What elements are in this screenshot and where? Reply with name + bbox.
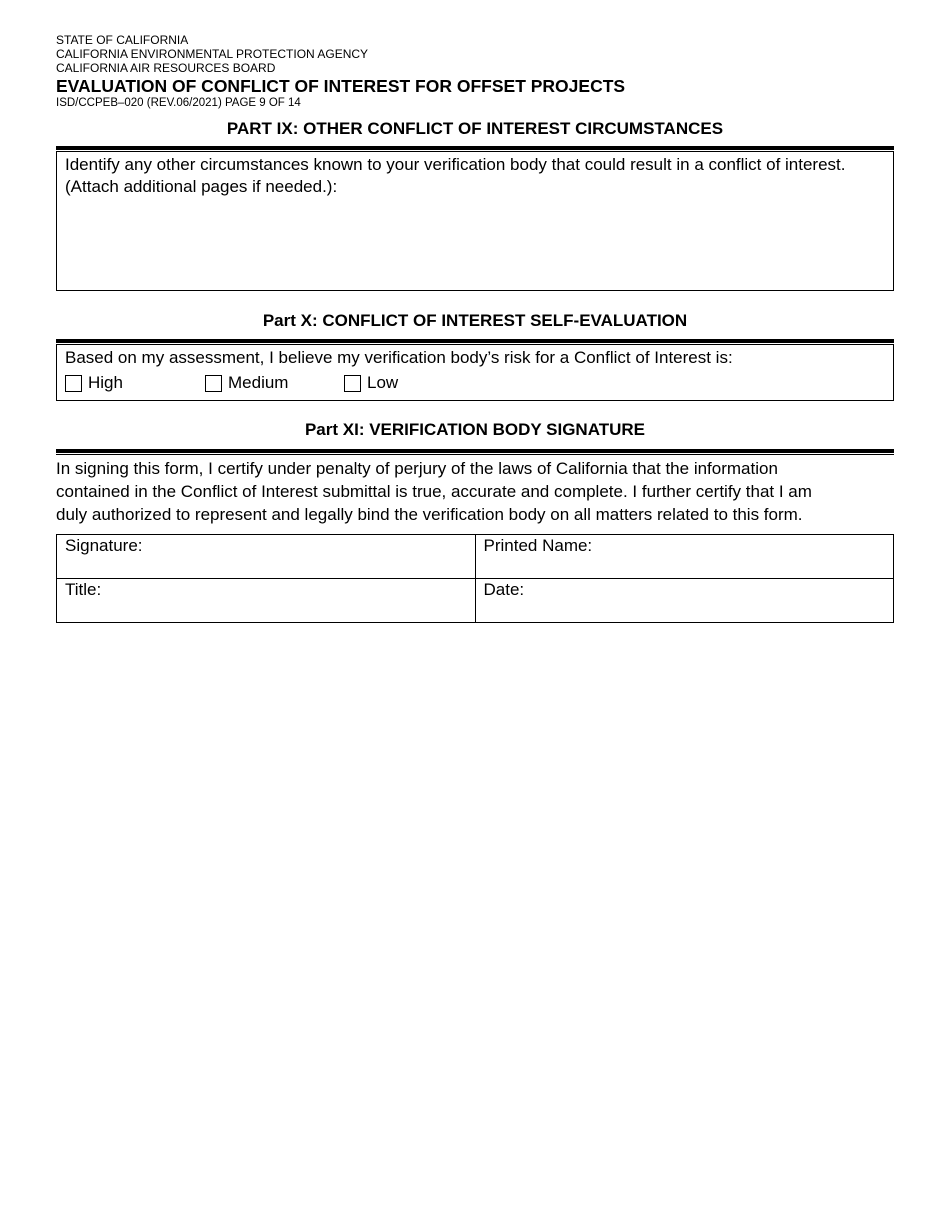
risk-option-high[interactable] xyxy=(65,372,205,394)
medium-checkbox[interactable] xyxy=(205,375,222,392)
table-row xyxy=(57,535,894,579)
certification-line: In signing this form, I certify under penalty of perjury of the laws of California that the information xyxy=(56,459,778,478)
other-circumstances-prompt: Identify any other circumstances known to your verification body that could result in a conflict of interest. (Attach additional pages if needed.): xyxy=(65,155,846,196)
date-label: Date: xyxy=(483,580,525,599)
high-label: High xyxy=(88,373,123,392)
agency-calepa: CALIFORNIA ENVIRONMENTAL PROTECTION AGENCY xyxy=(56,47,369,61)
printed-name-field[interactable] xyxy=(475,535,894,579)
part-ix-section xyxy=(56,119,894,291)
low-label: Low xyxy=(367,373,399,392)
high-checkbox[interactable] xyxy=(65,375,82,392)
table-row xyxy=(57,579,894,623)
signature-label: Signature: xyxy=(65,536,143,555)
medium-label: Medium xyxy=(228,373,289,392)
part-xi-section xyxy=(56,420,894,623)
agency-carb: CALIFORNIA AIR RESOURCES BOARD xyxy=(56,61,276,75)
signature-table xyxy=(56,534,894,623)
low-checkbox[interactable] xyxy=(344,375,361,392)
date-field[interactable] xyxy=(475,579,894,623)
risk-option-medium[interactable] xyxy=(205,372,344,394)
part-x-heading: Part X: CONFLICT OF INTEREST SELF-EVALUATION xyxy=(262,311,688,330)
form-header xyxy=(56,33,894,110)
part-xi-rule xyxy=(56,449,894,455)
agency-state: STATE OF CALIFORNIA xyxy=(56,33,189,47)
part-xi-heading: Part XI: VERIFICATION BODY SIGNATURE xyxy=(304,420,646,439)
signature-field[interactable] xyxy=(57,535,476,579)
certification-statement xyxy=(56,457,894,526)
form-page xyxy=(56,0,894,623)
form-number: ISD/CCPEB–020 (REV.06/2021) PAGE 9 OF 14 xyxy=(56,97,301,109)
part-ix-heading: PART IX: OTHER CONFLICT OF INTEREST CIRCUMSTANCES xyxy=(226,119,724,138)
part-x-section xyxy=(56,311,894,401)
title-field[interactable] xyxy=(57,579,476,623)
printed-name-label: Printed Name: xyxy=(483,536,593,555)
other-circumstances-field[interactable] xyxy=(56,152,894,291)
risk-options xyxy=(65,372,885,394)
form-title: EVALUATION OF CONFLICT OF INTEREST FOR OFFSET PROJECTS xyxy=(56,76,626,96)
self-evaluation-prompt: Based on my assessment, I believe my verification body’s risk for a Conflict of Interest is: xyxy=(65,348,733,367)
certification-line: contained in the Conflict of Interest submittal is true, accurate and complete. I further certify that I am xyxy=(56,482,812,501)
self-evaluation-box xyxy=(56,345,894,401)
title-label: Title: xyxy=(65,580,102,599)
certification-line: duly authorized to represent and legally bind the verification body on all matters related to this form. xyxy=(56,505,803,524)
risk-option-low[interactable] xyxy=(344,372,398,394)
